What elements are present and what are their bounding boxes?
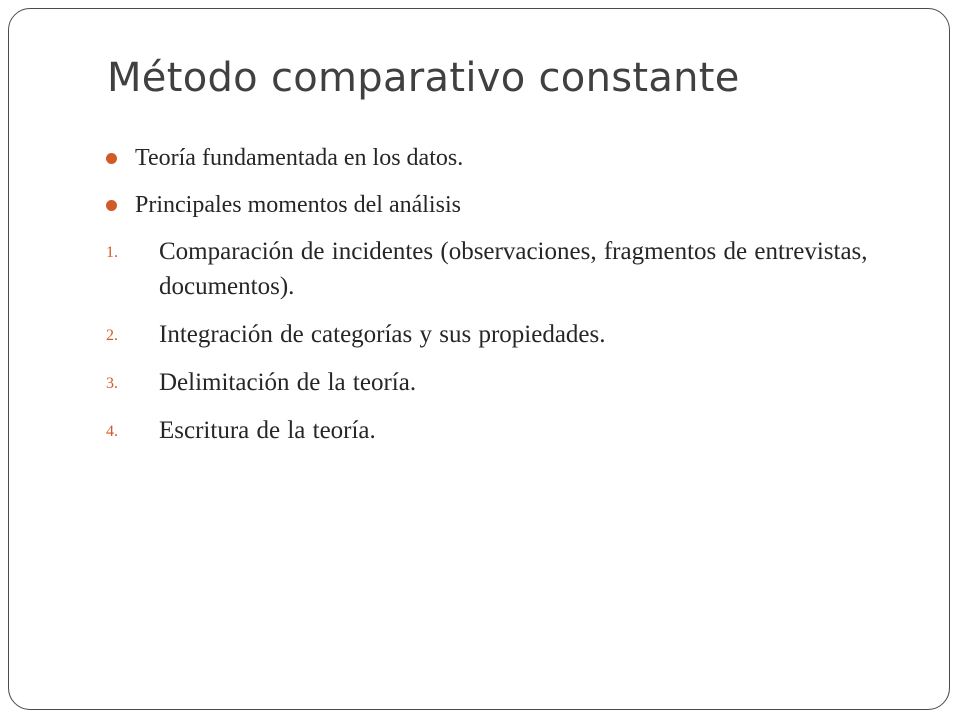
bullet-dot-icon (106, 153, 117, 164)
item-text: Delimitación de la teoría. (159, 369, 417, 396)
item-number: 2. (106, 327, 118, 344)
slide-content (106, 140, 906, 461)
item-text: Comparación de incidentes (observaciones, fragmentos de entrevistas, documentos). (159, 238, 868, 300)
item-number: 3. (106, 375, 118, 392)
bullet-item (106, 187, 906, 223)
item-text: Escritura de la teoría. (159, 417, 376, 444)
numbered-item (106, 365, 906, 400)
item-number: 1. (106, 244, 118, 261)
numbered-item (106, 234, 906, 304)
item-number: 4. (106, 423, 118, 440)
slide-title: Método comparativo constante (107, 55, 740, 101)
numbered-item (106, 317, 906, 352)
bullet-item (106, 140, 906, 176)
bullet-text: Principales momentos del análisis (135, 192, 461, 218)
item-text: Integración de categorías y sus propiedades. (159, 321, 606, 348)
bullet-dot-icon (106, 200, 117, 211)
numbered-item (106, 413, 906, 448)
bullet-text: Teoría fundamentada en los datos. (135, 145, 464, 171)
